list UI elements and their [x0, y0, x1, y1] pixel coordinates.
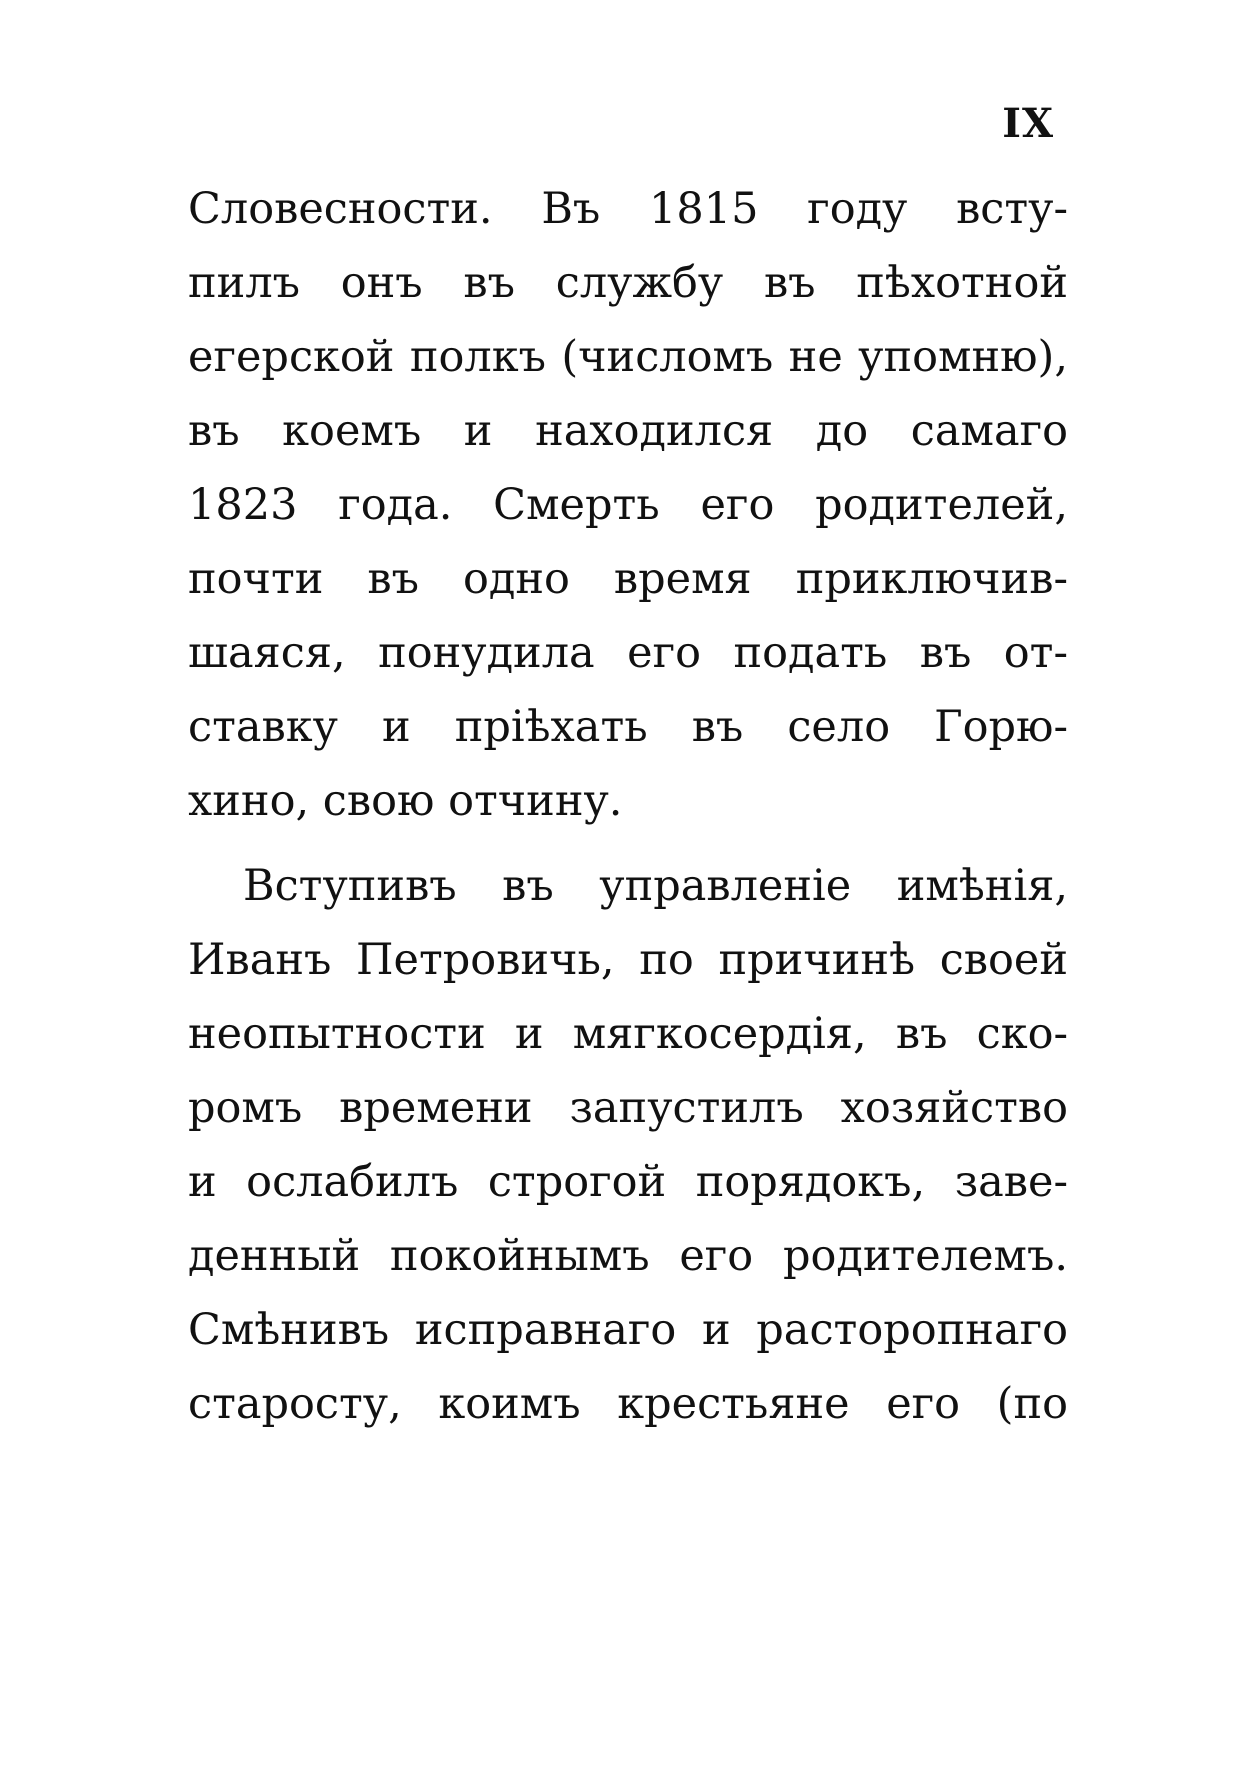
page-number: IX	[1002, 100, 1054, 147]
text-line: хино, свою отчину.	[188, 776, 623, 826]
text-line: въ коемъ и находился до самаго	[188, 406, 1068, 456]
text-line: Словесности. Въ 1815 году всту-	[188, 184, 1068, 234]
text-line: Иванъ Петровичь, по причинѣ своей	[188, 935, 1068, 985]
text-line: старосту, коимъ крестьяне его (по	[188, 1379, 1068, 1429]
text-line: пилъ онъ въ службу въ пѣхотной	[188, 258, 1068, 308]
text-line: почти въ одно время приключив-	[188, 554, 1068, 604]
text-line: денный покойнымъ его родителемъ.	[188, 1231, 1068, 1281]
text-line: неопытности и мягкосердія, въ ско-	[188, 1009, 1068, 1059]
paragraph-first-line: Вступивъ въ управленіе имѣнія,	[243, 861, 1068, 911]
text-line: 1823 года. Смерть его родителей,	[188, 480, 1068, 530]
text-line: и ослабилъ строгой порядокъ, заве-	[188, 1157, 1068, 1207]
text-line: ромъ времени запустилъ хозяйство	[188, 1083, 1068, 1133]
text-line: Смѣнивъ исправнаго и расторопнаго	[188, 1305, 1068, 1355]
text-line: шаяся, понудила его подать въ от-	[188, 628, 1068, 678]
text-line: егерской полкъ (числомъ не упомню),	[188, 332, 1068, 382]
text-line: ставку и пріѣхать въ село Горю-	[188, 702, 1068, 752]
